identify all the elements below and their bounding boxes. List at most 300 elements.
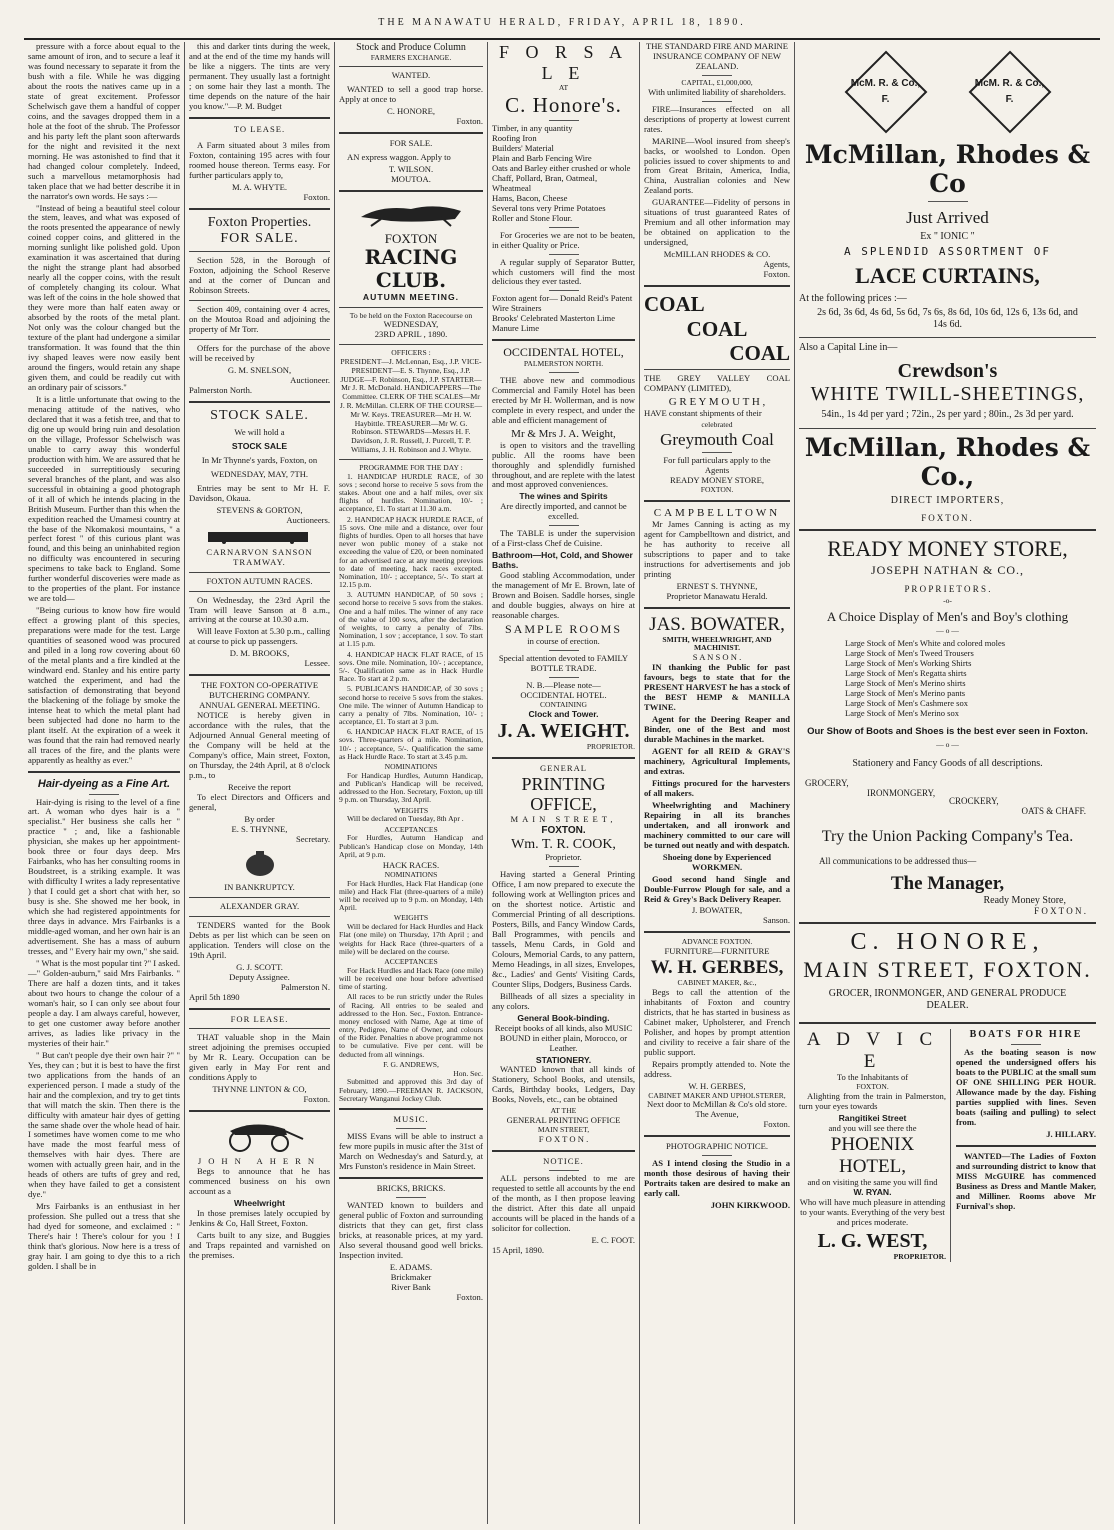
- for-sale-list: Timber, in any quantity Roofing Iron Builders' Material Plain and Barb Fencing Wire Oats and Barley either crushed or whole Chaff, Pollard, Bran, Oatmeal, Wheatmeal Hams, Bacon, Cheese Several tons very Prime Potatoes Roller and Stone Flour.: [492, 122, 631, 223]
- ornament: — o —: [936, 740, 959, 750]
- divider: [549, 525, 579, 526]
- ad-body: MARINE—Wool insured from sheep's backs, or woolshed to London. Open policies issued to cover shipments to and from Great Britain, America, India, China, Australian colonies and New Zealand ports.: [644, 135, 790, 196]
- ad-body: Are directly imported, and cannot be excelled.: [500, 501, 627, 522]
- divider: [28, 771, 180, 773]
- divider: [549, 290, 579, 291]
- ad-title: Foxton Properties.: [207, 214, 312, 230]
- ad-subtitle: SMITH, WHEELWRIGHT, AND MACHINIST.: [662, 634, 772, 653]
- ad-title: CARNARVON SANSON TRAMWAY.: [206, 546, 313, 567]
- racehorse-engraving: [351, 197, 471, 227]
- ad-body: Will leave Foxton at 5.30 p.m., calling at course to pick up passengers.: [189, 626, 330, 647]
- ad-body: Section 528, in the Borough of Foxton, adjoining the School Reserve and at the corner of Duncan and Robinson Streets.: [189, 255, 330, 295]
- story-paragraph: pressure with a force about equal to the same amount of iron, and to secure a leaf it was found necessary to separate it from the bush with a file. While he was digging about the roots the natives came up in a state of great excitement. Professor Schelwisch gave them a handful of copper coins, and the savages dropped them in a hole at the foot of the shrub. The Professor and his party left the plant soon afterwards for the night and revisited it the next morning. He was astonished to find that it had changed colour completely. Indeed, such a marvellous metamorphosis had taken place that we had better describe it in the narrator's own words. He says :—: [28, 42, 180, 201]
- stock-item: Large Stock of Men's Tweed Trousers: [845, 648, 974, 659]
- divider: [928, 201, 968, 202]
- stock-item: Large Stock of Men's Merino pants: [845, 687, 966, 698]
- ad-role: Hon. Sec.: [453, 1068, 483, 1078]
- column-5: [640, 42, 795, 1524]
- section-body: All races to be run strictly under the Rules of Racing. All entries to be sealed and addressed to the Hon. Sec., Foxton. Entrance-money enclosed with Name, Age at time of entry, Pedigree, Name of Owner, and colours of the Rider. Penalties n above programme not to be cumulative. Five per cent. will be deducted from all winnings.: [339, 992, 483, 1059]
- seal-text: F.: [881, 94, 890, 105]
- section-heading: NOMINATIONS: [384, 869, 438, 879]
- ad-role: Agents,: [763, 259, 790, 270]
- just-arrived: Just Arrived: [906, 208, 989, 227]
- ad-signature: McMILLAN RHODES & CO.: [663, 249, 771, 260]
- divider: [339, 132, 483, 134]
- ad-role: Proprietor Manawatu Herald.: [666, 590, 768, 601]
- ad-title: WANTED.: [391, 70, 431, 81]
- ad-title: PHOTOGRAPHIC NOTICE.: [665, 1141, 769, 1152]
- ad-signature: G. J. SCOTT.: [236, 961, 283, 972]
- ad-body: is open to visitors and the travelling public. All the rooms have been thoroughly and splendidly furnished throughout, and are replete with the latest and most approved conveniences.: [492, 439, 635, 490]
- ad-line: General Book-binding.: [517, 1012, 610, 1023]
- divider: [644, 285, 790, 287]
- seal-stamp-2: [968, 50, 1052, 134]
- ad-body: To elect Directors and Officers and general,: [189, 791, 330, 812]
- ad-title: THE FOXTON CO-OPERATIVE BUTCHERING COMPANY.: [200, 680, 319, 701]
- ad-body: A regular supply of Separator Butter, which customers will find the most delicious they ever tasted.: [492, 256, 635, 287]
- ad-signature: D. M. BROOKS,: [229, 648, 290, 659]
- ad-line: FOXTON.: [700, 485, 734, 495]
- ad-body: Shoeing done by Experienced WORKMEN.: [662, 851, 772, 872]
- ad-line: To the Inhabitants of: [836, 1072, 909, 1083]
- diamond-seal-icon: [844, 50, 928, 134]
- ad-line: in course of erection.: [527, 635, 600, 646]
- ad-title: CAMPBELLTOWN: [653, 507, 781, 520]
- divider: [339, 344, 483, 345]
- west-name: L. G. WEST,: [817, 1229, 928, 1252]
- prices-label: At the following prices :—: [799, 292, 907, 304]
- direct-importers: DIRECT IMPORTERS,: [890, 494, 1005, 506]
- tram-engraving: [200, 530, 320, 544]
- section-heading: WEIGHTS: [393, 913, 429, 923]
- race-meeting: AUTUMN MEETING.: [362, 291, 460, 302]
- hair-continuation: this and darker tints during the week, and at the end of the time my hands will be like a niggers. The tints are very permanent. They usually last a fortnight ; on some hair they last a month. The time depends on the nature of the hair you know."—P. M. Budget: [189, 42, 330, 111]
- ad-body: HAVE constant shipments of their: [644, 407, 762, 418]
- buggy-engraving: [215, 1117, 305, 1153]
- ad-line: and you will see there the: [828, 1123, 917, 1134]
- ad-line: FOXTON.: [856, 1082, 889, 1092]
- ad-line: Next door to McMillan & Co's old store.: [647, 1099, 787, 1110]
- hair-paragraph: " What is the most popular tint ?" I asked.—" Golden-auburn," said Mrs Fairbanks. " There are half a dozen tints, and it takes about two hours to change the colour of a woman's hair, so I can only see about four people a day. I am always careful, however, to get one customer away before another arrives, as ladies like privacy in the mysteries of their hair.": [28, 958, 180, 1048]
- ad-body: As the boating season is now opened the undersigned offers his boats to the PUBLIC at the small sum OF ONE SHILLING PER HOUR. Allowance made by the day. Fishing parties supplied with lines. Seven boats (sailing and pulling) to select from.: [956, 1046, 1096, 1127]
- ad-body: Offers for the purchase of the above will be received by: [189, 342, 330, 363]
- ad-line: Mr & Mrs J. A. Weight,: [511, 427, 616, 440]
- divider: [189, 1110, 330, 1112]
- honore-address: MAIN STREET, FOXTON.: [803, 956, 1092, 982]
- ad-body: Special attention devoted to FAMILY BOTTLE TRADE.: [498, 652, 629, 673]
- ad-line: CAPITAL, £1,000,000,: [681, 77, 753, 87]
- tramway-ad: [189, 548, 330, 670]
- ad-place: MOUTOA.: [391, 174, 431, 185]
- ad-body: MISS Evans will be able to instruct a few more pupils in music after the 31st of March on Wednesday's and Saturd.y, at Mrs Funston's residence in Main Street.: [339, 1130, 483, 1171]
- ad-line: Bathroom—Hot, Cold, and Shower Baths.: [492, 550, 633, 571]
- union-tea: Try the Union Packing Company's Tea.: [821, 827, 1074, 845]
- ad-role: PROPRIETOR.: [893, 1252, 946, 1262]
- officers-list: PRESIDENT—J. McLennan, Esq., J.P. VICE-PRESIDENT—E. S. Thynne, Esq., J.P. JUDGE—F. Robinson, Esq., J.P. STARTER—Mr J. R. McDonald. HANDICAPPERS—The Committee. CLERK OF THE SCALES—Mr J. R. McMillan. CLERK OF THE COURSE—Mr W. Keys. TREASURER—Mr H. W. Haybittle. TREASURER—Mr W. G. Robinson. STEWARDS—Messrs H. F. Davidson, J. R. Russell, J. Purcell, T. P. Williams, J. H. Robinson and J. Whyte.: [339, 357, 483, 455]
- crest-icon: [240, 849, 280, 879]
- divider: [549, 650, 579, 651]
- ad-body: Repairs promptly attended to. Note the address.: [644, 1058, 790, 1079]
- mcmillan-rhodes-heading: McMillan, Rhodes & Co: [804, 140, 1091, 198]
- phoenix-hotel: PHOENIX HOTEL,: [830, 1134, 915, 1178]
- printing-line: MAIN STREET,: [510, 814, 617, 825]
- bowater-heading: JAS. BOWATER,: [649, 613, 785, 635]
- divider: [189, 117, 330, 119]
- to-lease-ad: [189, 125, 330, 203]
- divider: [339, 190, 483, 192]
- seal-text: F.: [1005, 94, 1014, 105]
- manager-line: The Manager,: [890, 872, 1005, 894]
- race-line: WEDNESDAY,: [383, 319, 439, 330]
- crewdson-heading: Crewdson's: [897, 359, 998, 382]
- ad-place: Foxton.: [303, 191, 330, 202]
- ad-body: On Wednesday, the 23rd April the Tram will leave Sanson at 8 a.m., arriving at the course at 10.30 a.m.: [189, 594, 330, 625]
- insurance-title: THE STANDARD FIRE AND MARINE INSURANCE COMPANY OF NEW ZEALAND.: [645, 42, 789, 71]
- divider: [644, 1135, 790, 1137]
- also-line: Also a Capital Line in—: [799, 342, 898, 354]
- ad-title: JOHN AHERN: [197, 1156, 322, 1167]
- ad-signature: THYNNE LINTON & CO,: [212, 1084, 307, 1095]
- ad-date: April 5th 1890: [189, 991, 240, 1002]
- programme-item: 6. HANDICAP HACK FLAT RACE, of 15 sovs. Three-quarters of a mile. Nomination, 10/- ; acceptance, 5/-. Qualification the same as Hack Hurdle Race. To start at 3.45 p.m.: [339, 727, 483, 761]
- ad-line: MAIN STREET,: [537, 1125, 590, 1135]
- ad-line: Rangitikei Street: [838, 1113, 907, 1124]
- ornament: -o-: [943, 595, 952, 605]
- advice-heading: A D V I C E: [806, 1029, 939, 1073]
- ready-money-store-heading: READY MONEY STORE,: [827, 535, 1068, 561]
- seal-text: McM. R. & Co.,: [974, 78, 1045, 89]
- ad-place: Palmerston North.: [189, 384, 253, 395]
- section-heading: ACCEPTANCES: [384, 956, 438, 966]
- top-rule: [24, 38, 1100, 40]
- divider: [799, 337, 1096, 338]
- divider: [396, 1128, 426, 1129]
- divider: [189, 916, 330, 917]
- ad-signature: C. HONORE,: [387, 106, 435, 117]
- ad-line: SAMPLE ROOMS: [504, 622, 623, 637]
- ad-body: WANTED known to builders and general public of Foxton and surrounding districts that they can get, first class bricks, at reasonable prices, at my yard. Also several thousand good well bricks. Inspection invited.: [339, 1199, 483, 1260]
- hair-paragraph: Hair-dying is rising to the level of a fine art. A woman who dyes hair is a " specialist." Her business she calls her " practice " ; and, like a fashionable physician, she makes up her appointment-book three or four days deep. Mrs Fairbanks, who has her consulting rooms in Boudstreet, is a striking example. It was with difficulty I writes a lady representative ) that I could get a short chat with her, so busy is she. She showed me her book, in which she had registered appointments for three days in advance. Mrs Fairbanks is a middle-aged woman, and her own hair is an advertisement. She has a mass of auburn tresses, and " Every hair my own," she said.: [28, 796, 180, 957]
- ad-body: For Groceries we are not to be beaten, in either Quality or Price.: [492, 229, 635, 250]
- divider: [549, 254, 579, 255]
- ad-title: NOTICE.: [543, 1155, 584, 1166]
- ad-signature: M. A. WHYTE.: [232, 181, 287, 192]
- ad-body: Alighting from the train in Palmerston, turn your eyes towards: [799, 1091, 946, 1112]
- masthead: THE MANAWATU HERALD, FRIDAY, APRIL 18, 1890.: [378, 17, 746, 28]
- assortment-line: A SPLENDID ASSORTMENT OF: [844, 245, 1051, 259]
- ad-body: Fittings procured for the harvesters of all makers.: [644, 777, 790, 798]
- advice-ad: [799, 1029, 951, 1262]
- ad-title: FOR SALE.: [389, 138, 433, 149]
- stock-item: Large Stock of Men's White and colored moles: [845, 638, 1006, 649]
- for-lease-shop-ad: [189, 1015, 330, 1106]
- ad-line: AT THE: [550, 1106, 577, 1116]
- section-heading: ACCEPTANCES: [384, 824, 438, 834]
- programme-item: 5. PUBLICAN'S HANDICAP, of 30 sovs ; second horse to receive 5 sovs from the stakes. One mile. The winner of Autumn Handicap to carry a penalty of 7lbs. Nomination, 10/- ; acceptance, £1. To start at 3 p.m.: [339, 684, 483, 727]
- weight-name: J. A. WEIGHT.: [497, 719, 630, 742]
- manager-store: Ready Money Store,: [983, 894, 1066, 906]
- divider: [189, 1028, 330, 1029]
- divider: [189, 251, 330, 252]
- ad-line: Wheelwright: [233, 1198, 286, 1209]
- divider: [1011, 1044, 1041, 1045]
- section-body: For Hack Hurdles, Hack Flat Handicap (one mile) and Hack Flat (three-quarters of a mile) will be received up to 9 p.m. on Monday, 14th April.: [339, 878, 483, 913]
- ad-line: By order: [244, 813, 275, 824]
- for-sale-at: AT: [558, 82, 569, 92]
- divider: [189, 208, 330, 210]
- hair-dyeing-headline: Hair-dyeing as a Fine Art.: [37, 777, 171, 790]
- ad-body: THAT valuable shop in the Main street adjoining the premises occupied by Mr R. Leary. Occupation can be given early in May For rent and conditions Apply to: [189, 1032, 330, 1083]
- stock-list: [799, 639, 1096, 718]
- stationery-line: Stationery and Fancy Goods of all descriptions.: [852, 758, 1043, 770]
- divider: [339, 1108, 483, 1110]
- ad-line: W. RYAN.: [853, 1187, 892, 1198]
- ship-name: Ex " IONIC ": [920, 230, 975, 242]
- ad-line: Clock and Tower.: [528, 708, 599, 719]
- comms-line: All communications to be addressed thus—: [819, 856, 977, 867]
- ad-title: STOCK SALE.: [210, 407, 309, 423]
- divider: [799, 529, 1096, 531]
- divider: [702, 452, 732, 453]
- column-1: [24, 42, 185, 1524]
- ad-line: and on visiting the same you will find: [807, 1177, 938, 1188]
- ad-body: NOTICE is hereby given in accordance with the rules, that the Adjourned Annual General meeting of the Company will be held at the Company's office, Main street, Foxton, on Thursday, the 24th April, at 8 o'clock p.m., to: [189, 710, 330, 781]
- ad-body: THE above new and commodious Commercial and Family Hotel has been erected by Mr H. Wollerman, and is now complete in every respect, and under the able and efficient management of: [492, 375, 635, 425]
- ad-title: IN BANKRUPTCY.: [224, 881, 295, 892]
- programme-item: 3. AUTUMN HANDICAP, of 50 sovs ; second horse to receive 5 sovs from the stakes. One and a half miles. The winner of any race of the value of 100 sovs, after the declaration of weights, to carry a penalty of 7lbs. Nomination, 1 sov ; acceptance, 1 sov. To start at 1.15 p.m.: [339, 590, 483, 649]
- divider: [956, 1145, 1096, 1147]
- printing-line: FOXTON.: [541, 825, 586, 837]
- ad-address: River Bank: [391, 1281, 431, 1292]
- ad-place: Foxton.: [456, 1291, 483, 1302]
- divider: [549, 120, 579, 121]
- ad-role: Auctioneers.: [286, 514, 330, 525]
- ad-body: THE GREY VALLEY COAL COMPANY (LIMITED),: [644, 373, 790, 394]
- officers-title: OFFICERS :: [391, 348, 431, 358]
- divider: [492, 1150, 635, 1152]
- mcmillan-rhodes-heading-2: McMillan, Rhodes & Co.,: [804, 432, 1091, 491]
- ad-line: F O X T O N .: [538, 1133, 589, 1144]
- honore-name: C. HONORE,: [850, 928, 1045, 955]
- ad-body: AGENT for all REID & GRAY'S machinery, Agricultural Implements, and extras.: [644, 745, 790, 776]
- programme-item: 2. HANDICAP HACK HURDLE RACE, of 15 sovs. One mile and a distance, over four flights of hurdles. Open to all horses that have never won public money of a stake not exceeding the value of £20, or been nominated for an advertised race at any meeting previous to date of meeting, hack races excepted. Nomination, 10/- ; acceptance, 5/-. To start at 12.15 p.m.: [339, 514, 483, 590]
- printing-name: Wm. T. R. COOK,: [511, 836, 616, 852]
- section-heading: HACK RACES.: [382, 859, 440, 870]
- divider: [189, 300, 330, 301]
- ad-line: G R E Y M O U T H ,: [668, 396, 766, 409]
- column-2: [185, 42, 335, 1524]
- ad-line: ADVANCE FOXTON.: [681, 937, 753, 947]
- ad-line: We will hold a: [234, 426, 285, 437]
- ad-body: A Farm situated about 3 miles from Foxton, containing 195 acres with four roomed house thereon. Terms easy. For further particulars apply to,: [189, 139, 330, 180]
- ad-body: WANTED to sell a good trap horse. Apply at once to: [339, 84, 483, 105]
- lace-prices: 2s 6d, 3s 6d, 4s 6d, 5s 6d, 7s 6s, 8s 6d, 10s 6d, 12s 6, 13s 6d, and 14s 6d.: [817, 307, 1078, 330]
- ad-subtitle: ALEXANDER GRAY.: [219, 900, 300, 911]
- ad-place: Foxton.: [303, 1094, 330, 1105]
- divider: [549, 1170, 579, 1171]
- sheetings-heading: WHITE TWILL-SHEETINGS,: [810, 383, 1085, 406]
- ad-line: For full particulars apply to the: [663, 455, 771, 466]
- ad-line: With unlimited liability of shareholders.: [648, 86, 786, 97]
- columns: [24, 42, 1100, 1524]
- section-heading: WEIGHTS: [393, 805, 429, 815]
- ad-signature: F. G. ANDREWS,: [383, 1059, 439, 1069]
- ad-subtitle: ANNUAL GENERAL MEETING.: [199, 700, 320, 711]
- race-title: FOXTON: [384, 231, 438, 247]
- foxton-line: FOXTON.: [921, 512, 974, 523]
- ad-line: The Avenue,: [695, 1109, 739, 1120]
- ornament: — o —: [936, 625, 959, 635]
- ad-signature: E. S. THYNNE,: [231, 823, 288, 834]
- ad-date: 15 April, 1890.: [492, 1244, 545, 1255]
- ad-signature: G. M. SNELSON,: [227, 364, 292, 375]
- ad-body: Good second hand Single and Double-Furrow Plough for sale, and a Reid & Grey's Back Delivery Reaper.: [644, 873, 790, 904]
- section-body: Will be declared on Tuesday, 8th Apr .: [347, 814, 464, 824]
- ad-line: WEDNESDAY, MAY, 7TH.: [210, 468, 309, 479]
- ad-place: Palmerston N.: [280, 981, 330, 992]
- ad-body: GUARANTEE—Fidelity of persons in situations of trust guaranteed Rates of Premium and all other information may be obtained on application to the undersigned,: [644, 197, 790, 248]
- ad-signature: E. C. FOOT.: [591, 1234, 635, 1245]
- divider: [396, 1197, 426, 1198]
- for-sale-heading: F O R S A L E: [498, 42, 629, 83]
- hotel-title: OCCIDENTAL HOTEL,: [503, 345, 624, 360]
- ad-place: Sanson.: [763, 915, 790, 926]
- ad-subtitle: FOXTON AUTUMN RACES.: [206, 575, 313, 586]
- ad-line: N. B.—Please note—: [526, 679, 601, 690]
- ad-body: Begs to call the attention of the inhabitants of Foxton and country districts, that he has started in business as Cabinet maker, Upholsterer, and French Polisher, and hopes by prompt attention and civility to receive a fair share of the public support.: [644, 987, 790, 1057]
- ad-signature: E. ADAMS.: [389, 1261, 433, 1272]
- ad-line: W. H. GERBES,: [688, 1080, 746, 1091]
- ad-body: Billheads of all sizes a speciality in any colors.: [492, 990, 635, 1011]
- stock-item: Large Stock of Men's Merino shirts: [845, 677, 966, 688]
- seal-stamp-1: [844, 50, 928, 134]
- ad-signature: T. WILSON.: [388, 164, 434, 175]
- section-subtitle: FARMERS EXCHANGE.: [370, 52, 452, 62]
- divider: [549, 372, 579, 373]
- divider: [799, 922, 1096, 924]
- ad-body: Good stabling Accommodation, under the management of Mr E. Brown, late of Brown and Boisen. Saddle horses, single and double buggies, always on hire at reasonable charges.: [492, 570, 635, 621]
- ad-body: ALL persons indebted to me are requested to settle all accounts by the end of the month, as I then propose leaving the district. After this date all unpaid accounts will be placed in the hands of a solicitor for collection.: [492, 1172, 635, 1233]
- ad-line: CONTAINING: [539, 699, 588, 709]
- ad-line: The wines and Spirits: [519, 491, 608, 502]
- ad-body: The TABLE is under the supervision of a First-class Chef de Cuisine.: [492, 528, 635, 549]
- ad-subtitle: FOR SALE.: [220, 230, 299, 246]
- bankruptcy-ad: [189, 883, 330, 1003]
- stock-item: Large Stock of Men's Cashmere sox: [845, 697, 968, 708]
- divider: [644, 607, 790, 609]
- ad-line: OCCIDENTAL HOTEL.: [520, 689, 607, 700]
- divider: [644, 369, 790, 370]
- divider: [339, 307, 483, 308]
- ad-title: TO LEASE.: [233, 123, 286, 134]
- ad-title: MUSIC.: [393, 1113, 429, 1124]
- programme-item: 1. HANDICAP HURDLE RACE, of 30 sovs ; second horse to receive 5 sovs from the stakes. About one and a half miles, over six flights of hurdles. Nomination, 10/- ; acceptance, £1. To start at 11.30 a.m.: [339, 471, 483, 514]
- stock-item: Large Stock of Men's Regatta shirts: [845, 668, 967, 679]
- ad-line: STOCK SALE: [231, 440, 288, 451]
- divider: [549, 866, 579, 867]
- stock-sale-ad: [189, 408, 330, 526]
- ad-title: BRICKS, BRICKS.: [376, 1182, 446, 1193]
- ad-line: GENERAL PRINTING OFFICE: [506, 1115, 621, 1126]
- printing-line: Proprietor.: [545, 852, 582, 863]
- hair-paragraph: " But can't people dye their own hair ?" " Yes, they can ; but it is best to have the first two applications from the hands of an experienced person. I made a study of the hair and the complexion, and try to get tints that will match the skin. Then there is the difficulty with amateur hair dyes of getting the same shade over the whole head of hair. I sometimes have women come to me who have made the most fearful mess of themselves with hair dyes. There are women with actually green hair, and in the heads of others are tufts of grey and red, when they have failed to get a consistent dye.": [28, 1049, 180, 1200]
- ad-signature: STEVENS & GORTON,: [216, 504, 303, 515]
- divider: [549, 677, 579, 678]
- agent-list: Foxton agent for— Donald Reid's Patent Wire Strainers Brooks' Celebrated Masterton Lime Manure Lime: [492, 293, 633, 334]
- divider: [89, 794, 119, 795]
- divider: [189, 897, 330, 898]
- programme-title: PROGRAMME FOR THE DAY :: [359, 462, 463, 472]
- proprietors-line: P R O P R I E T O R S .: [904, 584, 991, 595]
- ad-role: Brickmaker: [390, 1271, 432, 1282]
- ad-body: FIRE—Insurances effected on all descriptions of property at lowest current rates.: [644, 103, 790, 134]
- divider: [799, 1022, 1096, 1024]
- ad-body: TENDERS wanted for the Book Debts as per list which can be seen on application. Tenders will close on the 19th April.: [189, 919, 330, 960]
- ad-line: In Mr Thynne's yards, Foxton, on: [201, 454, 318, 465]
- divider: [189, 572, 330, 573]
- story-paragraph: "Being curious to know how fire would effect a growing plant of this species, preparations were made for the test. Large quantities of seasoned wood was procured and piled in a long row covering about 60 of the metal plants and a fire kindled at the windward end. Stanley and his entire party watched the experiment, and had the satisfaction of demonstrating that beyond the blackening of the foliage by smoke the intense heat to which the metal plant had been subjected had done no harm to the plant itself. At the expiration of a week it was found that the rain had removed nearly all traces of the fire, and the plants were apparently as healthy as ever.": [28, 605, 180, 765]
- ad-title: FOR LEASE.: [230, 1013, 289, 1024]
- section-body: For Handicap Hurdles, Autumn Handicap, and Publican's Handicap will be received, addressed to the Hon. Secretary, Foxton, up till 9 p.m. on Thursday, 3rd April.: [339, 770, 483, 805]
- programme-item: 4. HANDICAP HACK FLAT RACE, of 15 sovs. One mile. Nomination, 10/- ; acceptance, 5/-. Qualification same as in Hack Hurdle Race. To start at 2 p.m.: [339, 649, 483, 684]
- printing-title: PRINTING OFFICE,: [521, 773, 606, 815]
- lace-curtains: LACE CURTAINS,: [855, 263, 1040, 289]
- manager-place: F O X T O N .: [1034, 906, 1086, 917]
- bottom-ads: [799, 1029, 1096, 1262]
- section-title: Stock and Produce Column: [356, 42, 466, 53]
- race-title-main: RACING CLUB.: [364, 245, 458, 293]
- ad-body: Wheelwrighting and Machinery Repairing in all its branches undertaken, and all ironwork and machinery committed to our care will be turned out neatly and with despatch.: [644, 799, 790, 850]
- coal-heading: COAL: [644, 292, 705, 317]
- boots-line: Our Show of Boots and Shoes is the best ever seen in Foxton.: [807, 726, 1088, 738]
- ad-role: CABINET MAKER, &c.,: [677, 978, 757, 988]
- hotel-place: PALMERSTON NORTH.: [523, 359, 604, 369]
- ad-body: AN express waggon. Apply to: [347, 152, 451, 163]
- stock-item: Large Stock of Men's Working Shirts: [845, 658, 972, 669]
- ad-body: Who will have much pleasure in attending to your wants. Everything of the very best and prices moderate.: [799, 1197, 946, 1227]
- ad-body: AS I intend closing the Studio in a month those desirous of having their Portraits taken are desired to make an early call.: [644, 1158, 790, 1199]
- ad-body: Section 409, containing over 4 acres, on the Moutoa Road and adjoining the property of Mr Torr.: [189, 303, 330, 334]
- ad-role: Deputy Assignee.: [229, 971, 290, 982]
- column-3: [335, 42, 488, 1524]
- nathan-line: JOSEPH NATHAN & CO.,: [870, 563, 1024, 578]
- honore-heading: C. Honore's.: [505, 92, 622, 117]
- ad-line: celebrated: [701, 419, 733, 429]
- section-heading: NOMINATIONS: [384, 762, 438, 771]
- ad-body: In those premises lately occupied by Jenkins & Co, Hall Street, Foxton.: [189, 1208, 330, 1229]
- ad-body: Entries may be sent to Mr H. F. Davidson, Okaua.: [189, 482, 330, 503]
- ad-line: Receive the report: [228, 782, 291, 793]
- ad-role: Lessee.: [304, 658, 330, 669]
- story-paragraph: "Instead of being a beautiful steel colour the stem, leaves, and what was exposed of the roots presented the appearance of newly coined copper coins, and glittered in the morning sunlight like polished gold. Upon examination it was ascertained that during the night the strange plant had absorbed nearly all the copper coins, with the result of completely changing its colour. What was left of the coins in the hole showed that they were more than half eaten away or absorbed by the roots of the metal plant. Not only was the colour changed but the texture of the plant had undergone a similar transformation. It was found that the thin ivy shaped leaves were now easily bent around the fingers, would retain any shape given them, and could be readily cut with an ordinary pair of scissors.": [28, 202, 180, 392]
- ad-place: Foxton.: [763, 269, 790, 280]
- section-body: Submitted and approved this 3rd day of February, 1890.—FREEMAN R. JACKSON, Secretary Wanganui Jockey Club.: [339, 1077, 483, 1103]
- goods-item: IRONMONGERY,: [867, 787, 936, 798]
- wanted-ladies-ad: WANTED—The Ladies of Foxton and surrounding district to know that MISS McGUIRE has commenced Business as Dress and Mantle Maker, and Milliner. Rooms above Mr Furnival's shop.: [956, 1150, 1096, 1211]
- ad-line: FURNITURE—FURNITURE: [664, 946, 770, 957]
- divider: [339, 1177, 483, 1179]
- coal-heading: COAL: [686, 316, 748, 341]
- choice-display: A Choice Display of Men's and Boy's clothing: [826, 608, 1069, 624]
- ad-line: STATIONERY.: [535, 1054, 592, 1065]
- ad-body: Agent for the Deering Reaper and Binder, one of the Best and most durable Machines in the market.: [644, 714, 790, 744]
- boats-heading: BOATS FOR HIRE: [969, 1029, 1083, 1041]
- ad-place: Foxton.: [763, 1119, 790, 1130]
- ad-role: Auctioneer.: [290, 374, 330, 385]
- sheeting-prices: 54in., 1s 4d per yard ; 72in., 2s per yard ; 80in., 2s 3d per yard.: [821, 409, 1074, 421]
- column-6: [795, 42, 1100, 1524]
- divider: [799, 428, 1096, 429]
